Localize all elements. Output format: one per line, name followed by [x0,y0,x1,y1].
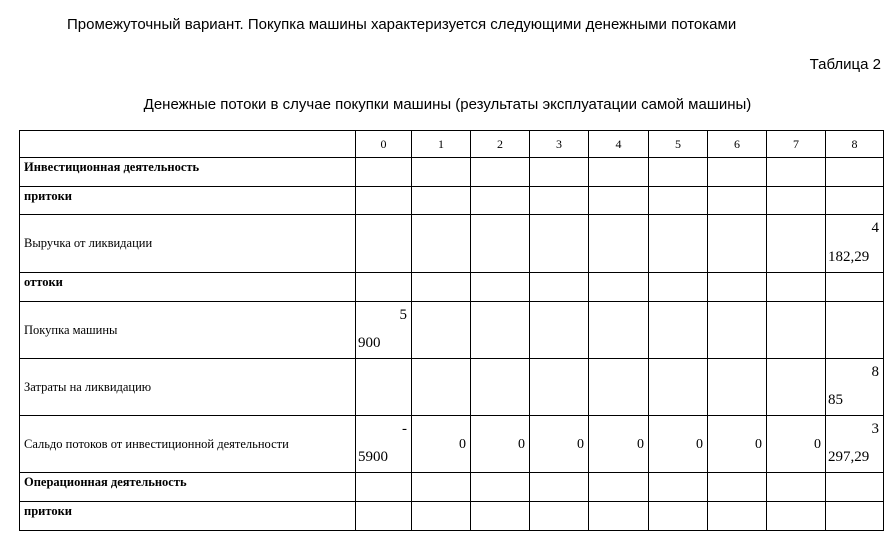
table-row [20,473,884,502]
value-cell-part: 85 [828,392,843,408]
value-cell [412,273,471,302]
value-cell [826,302,884,359]
value-cell [356,359,412,416]
value-cell [826,416,884,473]
row-label: притоки [20,187,356,215]
row-label: Покупка машины [20,302,356,359]
table-row [20,502,884,531]
value-cell [356,473,412,502]
value-cell [649,302,708,359]
value-cell [530,502,589,531]
value-cell [530,187,589,215]
value-cell [826,158,884,187]
row-label: притоки [20,502,356,531]
value-cell [589,273,649,302]
row-label: Инвестиционная деятельность [20,158,356,187]
value-cell: 0 [708,416,767,473]
value-cell [412,359,471,416]
value-cell [649,158,708,187]
value-cell [767,273,826,302]
value-cell [471,187,530,215]
value-cell [530,273,589,302]
value-cell [649,273,708,302]
intro-text: Промежуточный вариант. Покупка машины характеризуется следующими денежными потоками [67,16,737,33]
value-cell [412,302,471,359]
value-cell [826,473,884,502]
value-cell [412,215,471,273]
value-cell [649,187,708,215]
value-cell [708,273,767,302]
value-cell [530,359,589,416]
value-cell [530,215,589,273]
value-cell [767,302,826,359]
table-row [20,416,884,473]
value-cell [589,187,649,215]
value-cell-part: 8 [871,364,879,380]
value-cell [589,473,649,502]
value-cell [471,215,530,273]
value-cell [708,187,767,215]
header-corner-cell [20,131,356,158]
row-label: Затраты на ликвидацию [20,359,356,416]
value-cell [589,359,649,416]
value-cell [767,187,826,215]
table-row [20,273,884,302]
row-label: Сальдо потоков от инвестиционной деятельности [20,416,356,473]
value-cell [589,502,649,531]
row-label: оттоки [20,273,356,302]
value-cell [767,359,826,416]
value-cell [767,158,826,187]
value-cell [471,302,530,359]
row-label: Выручка от ликвидации [20,215,356,273]
value-cell [356,187,412,215]
value-cell [471,359,530,416]
value-cell [589,302,649,359]
value-cell [826,359,884,416]
value-cell [589,158,649,187]
value-cell [708,215,767,273]
value-cell [530,302,589,359]
value-cell-part: 182,29 [828,249,870,265]
value-cell [412,158,471,187]
value-cell: 0 [412,416,471,473]
value-cell: 0 [589,416,649,473]
period-header: 2 [471,131,530,158]
value-cell-part: 3 [871,421,879,437]
period-header: 6 [708,131,767,158]
value-cell [471,502,530,531]
value-cell [708,502,767,531]
value-cell [767,215,826,273]
value-cell [356,302,412,359]
value-cell-part: 4 [871,220,879,236]
value-cell [471,158,530,187]
value-cell: 0 [471,416,530,473]
value-cell [356,416,412,473]
table-row [20,215,884,273]
value-cell [826,273,884,302]
table-number: Таблица 2 [809,56,881,73]
period-header: 5 [649,131,708,158]
table-header-row [20,131,884,158]
value-cell: 0 [649,416,708,473]
period-header: 1 [412,131,471,158]
value-cell-part: 5 [399,307,407,323]
value-cell [649,473,708,502]
table-row [20,302,884,359]
value-cell [356,158,412,187]
value-cell [649,359,708,416]
value-cell [826,187,884,215]
value-cell: 0 [767,416,826,473]
value-cell [708,302,767,359]
value-cell: 0 [530,416,589,473]
value-cell [649,215,708,273]
value-cell-part: 297,29 [828,449,870,465]
table-row [20,158,884,187]
value-cell-part: - [402,421,407,437]
value-cell [356,273,412,302]
value-cell-part: 900 [358,335,381,351]
value-cell [412,502,471,531]
value-cell [708,359,767,416]
value-cell-part: 5900 [358,449,388,465]
period-header: 0 [356,131,412,158]
value-cell [412,473,471,502]
value-cell [530,473,589,502]
table-row [20,359,884,416]
value-cell [412,187,471,215]
value-cell [767,473,826,502]
value-cell [589,215,649,273]
period-header: 3 [530,131,589,158]
value-cell [708,473,767,502]
value-cell [471,473,530,502]
row-label: Операционная деятельность [20,473,356,502]
value-cell [649,502,708,531]
table-row [20,187,884,215]
cash-flow-table [19,130,884,531]
period-header: 8 [826,131,884,158]
value-cell [471,273,530,302]
value-cell [767,502,826,531]
value-cell [356,215,412,273]
value-cell [826,215,884,273]
period-header: 4 [589,131,649,158]
period-header: 7 [767,131,826,158]
value-cell [826,502,884,531]
value-cell [530,158,589,187]
value-cell [708,158,767,187]
table-caption: Денежные потоки в случае покупки машины (результаты эксплуатации самой машины) [143,96,752,113]
value-cell [356,502,412,531]
